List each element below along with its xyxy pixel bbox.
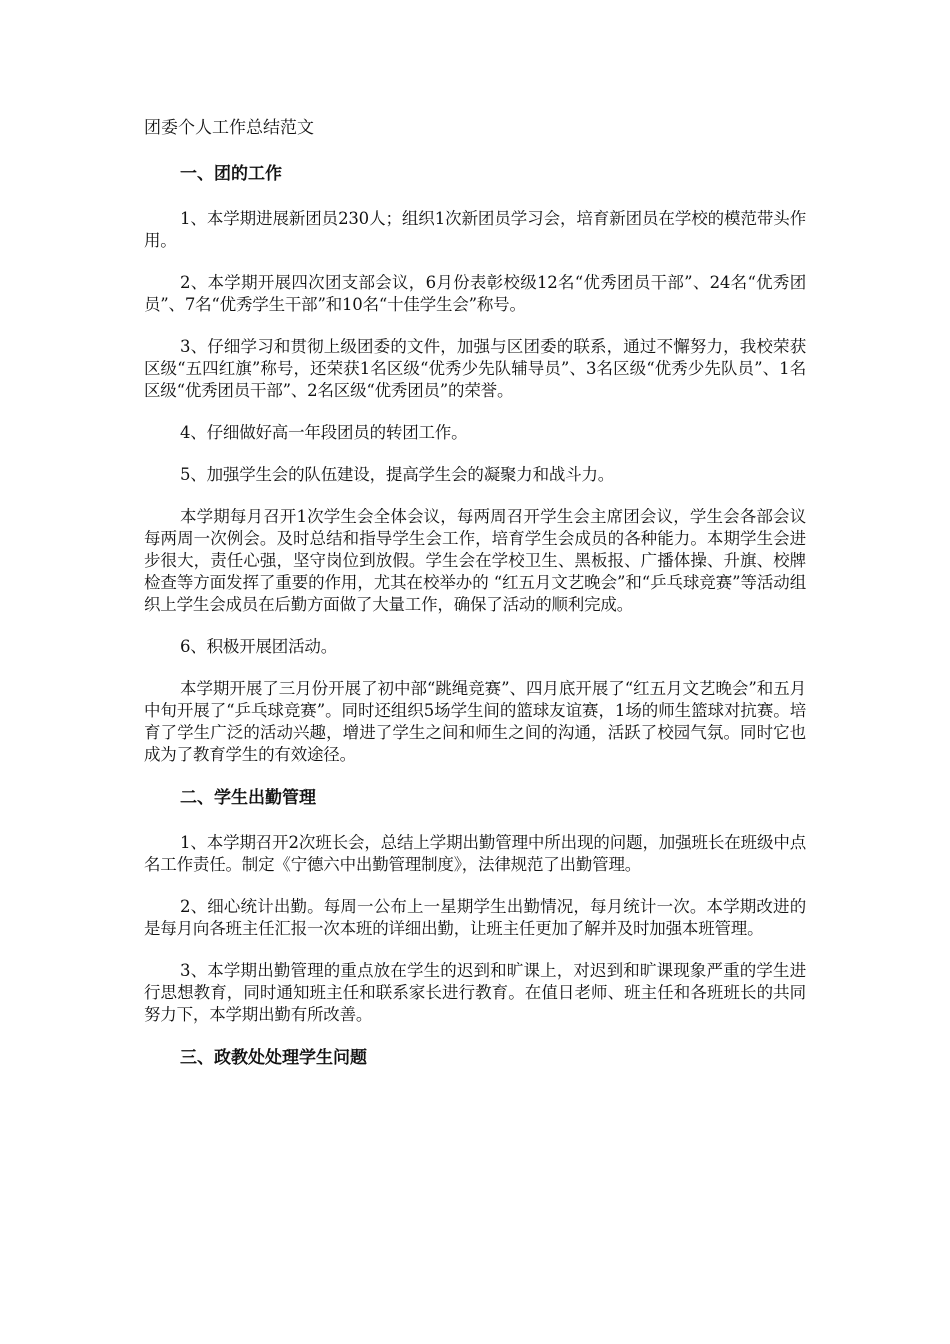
document-page bbox=[144, 116, 806, 1092]
paragraph: 3、仔细学习和贯彻上级团委的文件，加强与区团委的联系，通过不懈努力，我校荣获区级“五四红旗”称号，还荣获1名区级“优秀少先队辅导员”、3名区级“优秀少先队员”、1名区级“优秀团员干部”、2名区级“优秀团员”的荣誉。 bbox=[144, 337, 806, 400]
paragraph: 4、仔细做好高一年段团员的转团工作。 bbox=[180, 423, 468, 442]
paragraph: 本学期开展了三月份开展了初中部“跳绳竞赛”、四月底开展了“红五月文艺晚会”和五月中旬开展了“乒乓球竞赛”。同时还组织5场学生间的篮球友谊赛，1场的师生篮球对抗赛。培育了学生广泛的活动兴趣，增进了学生之间和师生之间的沟通，活跃了校园气氛。同时它也成为了教育学生的有效途径。 bbox=[144, 679, 806, 764]
paragraph: 3、本学期出勤管理的重点放在学生的迟到和旷课上，对迟到和旷课现象严重的学生进行思想教育，同时通知班主任和联系家长进行教育。在值日老师、班主任和各班班长的共同努力下，本学期出勤有所改善。 bbox=[144, 961, 806, 1024]
section-student-issues bbox=[144, 1046, 806, 1070]
paragraph: 1、本学期进展新团员230人；组织1次新团员学习会，培育新团员在学校的模范带头作用。 bbox=[144, 209, 806, 250]
section-attendance-management bbox=[144, 786, 806, 1026]
paragraph: 1、本学期召开2次班长会，总结上学期出勤管理中所出现的问题，加强班长在班级中点名工作责任。制定《宁德六中出勤管理制度》，法律规范了出勤管理。 bbox=[144, 833, 806, 874]
paragraph: 5、加强学生会的队伍建设，提高学生会的凝聚力和战斗力。 bbox=[180, 465, 615, 484]
section-heading: 一、团的工作 bbox=[180, 164, 282, 184]
section-heading: 三、政教处处理学生问题 bbox=[180, 1048, 367, 1068]
document-title: 团委个人工作总结范文 bbox=[144, 118, 314, 138]
paragraph: 2、细心统计出勤。每周一公布上一星期学生出勤情况，每月统计一次。本学期改进的是每月向各班主任汇报一次本班的详细出勤，让班主任更加了解并及时加强本班管理。 bbox=[144, 897, 806, 938]
section-league-work bbox=[144, 162, 806, 766]
section-heading: 二、学生出勤管理 bbox=[180, 788, 316, 808]
paragraph: 6、积极开展团活动。 bbox=[180, 637, 337, 656]
paragraph: 2、本学期开展四次团支部会议，6月份表彰校级12名“优秀团员干部”、24名“优秀团员”、7名“优秀学生干部”和10名“十佳学生会”称号。 bbox=[144, 273, 806, 314]
paragraph: 本学期每月召开1次学生会全体会议，每两周召开学生会主席团会议，学生会各部会议每两周一次例会。及时总结和指导学生会工作，培育学生会成员的各种能力。本期学生会进步很大，责任心强，坚守岗位到放假。学生会在学校卫生、黑板报、广播体操、升旗、校牌检查等方面发挥了重要的作用，尤其在校举办的 “红五月文艺晚会”和“乒乓球竞赛”等活动组织上学生会成员在后勤方面做了大量工作，确保了活动的顺利完成。 bbox=[144, 507, 806, 614]
